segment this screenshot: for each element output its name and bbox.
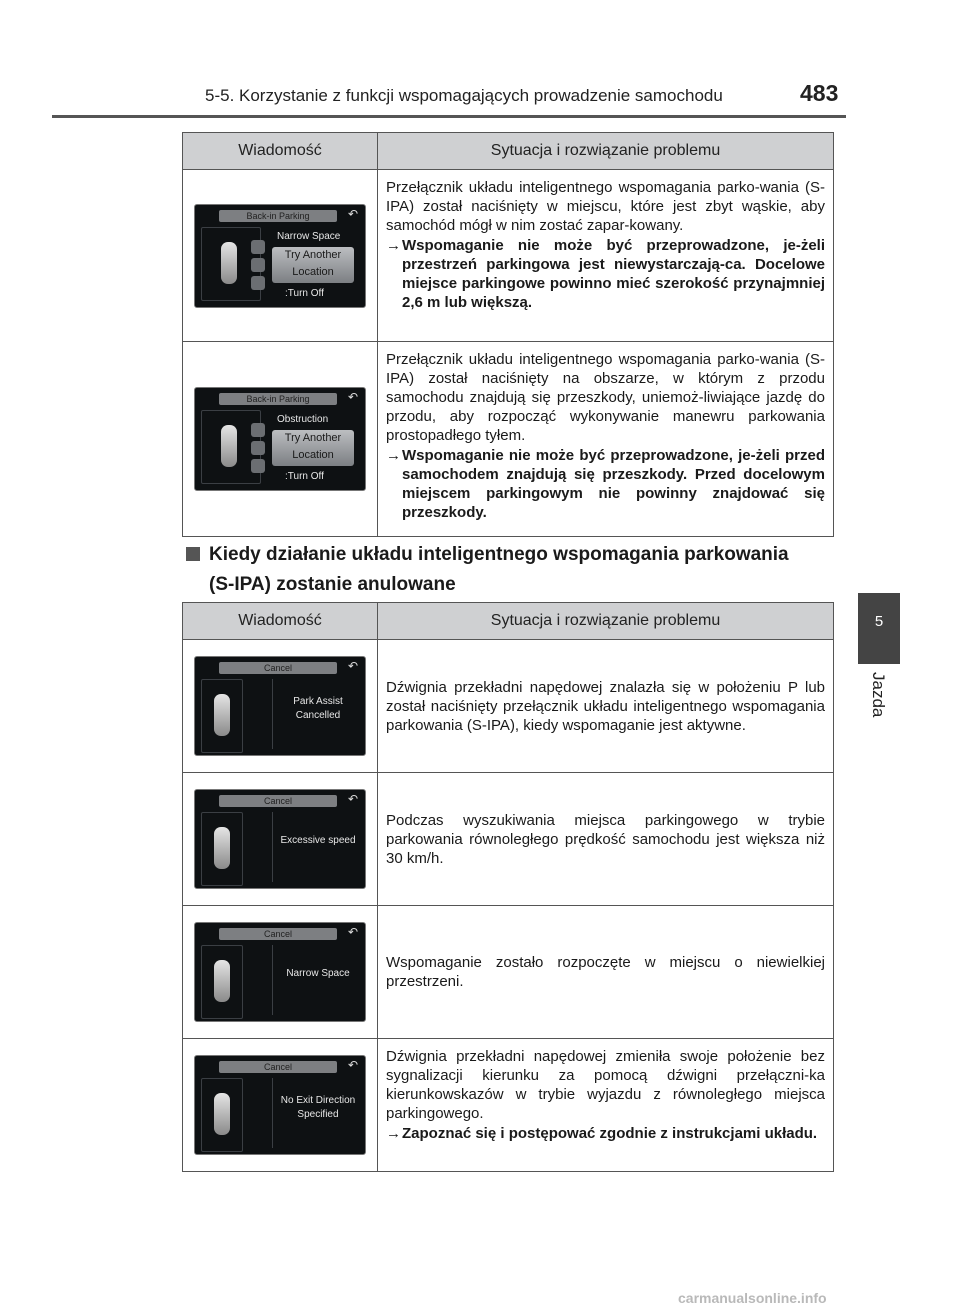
turn-off-label: :Turn Off [285,471,324,482]
display-screen [194,789,366,889]
solution-text: Dźwignia przekładni napędowej znalazła się w położeniu P lub został naciśnięty przełącznik układu inteligentnego wspomagania parkowania (S-IPA), kiedy wspomaganie jest aktywne. [386,678,825,734]
section-heading [186,540,789,600]
slot-icon [251,258,265,272]
table-row [183,342,834,537]
solution-cell [378,906,834,1039]
display-screen [194,204,366,308]
message-image-cell [183,1039,378,1172]
solution-text: Przełącznik układu inteligentnego wspomagania parko-wania (S-IPA) został naciśnięty na obszarze, w którym z przodu samochodu znajdują się przeszkody, uniemoż-liwiające jazdę do przodu, aby rozpocząć wykonywanie manewru parkowania prostopadłego tyłem. [386,351,825,444]
note-text: Wspomaganie nie może być przeprowadzone, je-żeli przestrzeń parkingowa jest niewystarczają-ca. Docelowe miejsce parkingowe powinno mieć szerokość przynajmniej 2,6 m lub większą. [402,237,825,311]
back-icon: ↶ [347,1058,358,1072]
screen-title: Cancel [219,795,337,807]
screen-divider [272,945,273,1015]
page-number: 483 [800,80,839,106]
slot-icon [251,276,265,290]
arrow-icon: → [386,447,401,464]
chapter-label-text: Jazda [869,672,888,718]
solution-note [386,446,825,522]
solution-cell [378,773,834,906]
heading-line1: Kiedy działanie układu inteligentnego wspomagania parkowania [209,544,789,565]
arrow-icon: → [386,237,401,254]
solution-text: Dźwignia przekładni napędowej zmieniła swoje położenie bez sygnalizacji kierunku za pomocą dźwigni przełączni-ka kierunkowskazów w trybie wyjazdu z równoległego miejsca parkingowego. [386,1048,825,1122]
slot-icon [251,240,265,254]
back-icon: ↶ [347,206,358,221]
back-icon: ↶ [347,792,358,806]
display-screen [194,1055,366,1155]
back-icon: ↶ [347,925,358,939]
square-bullet-icon [186,547,200,561]
car-icon [221,425,237,467]
solution-cell [378,342,834,537]
screen-message [275,834,361,848]
message-table-1 [182,132,834,537]
back-icon: ↶ [347,390,358,404]
car-diagram [201,410,261,484]
table-row [183,640,834,773]
screen-title: Back-in Parking [219,210,337,222]
display-screen [194,656,366,756]
back-icon: ↶ [347,659,358,673]
display-screen [194,922,366,1022]
header-rule [52,115,846,118]
car-icon [214,827,230,869]
car-diagram [201,812,243,886]
slot-icon [251,423,265,437]
car-diagram [201,227,261,301]
message-image-cell [183,342,378,537]
arrow-icon: → [386,1125,401,1142]
header-message: Wiadomość [183,603,378,640]
solution-cell [378,170,834,342]
display-screen [194,387,366,491]
heading-line2: (S-IPA) zostanie anulowane [209,574,456,595]
table-row [183,906,834,1039]
screen-msg-line2: Cancelled [295,710,341,721]
screen-title: Cancel [219,1061,337,1073]
table-row [183,1039,834,1172]
car-icon [214,960,230,1002]
solution-cell [378,640,834,773]
message-table-2 [182,602,834,1172]
note-text: Wspomaganie nie może być przeprowadzone, je-żeli przed samochodem znajdują się przeszkody. Przed docelowym miejscem parkingowym nie powinny znajdować się przeszkody. [402,447,825,521]
car-diagram [201,679,243,753]
chapter-tab [858,593,900,664]
solution-text: Przełącznik układu inteligentnego wspomagania parko-wania (S-IPA) został naciśnięty w miejscu, które jest zbyt wąskie, aby samochód mógł w nim zostać zapar-kowany. [386,179,825,234]
slot-icon [251,459,265,473]
header-solution: Sytuacja i rozwiązanie problemu [378,133,834,170]
solution-note [386,236,825,312]
button-line1: Try Another [284,248,342,261]
solution-text: Podczas wyszukiwania miejsca parkingowego w trybie parkowania równoległego prędkość samochodu jest większa niż 30 km/h. [386,811,825,867]
screen-title: Cancel [219,662,337,674]
screen-msg-line1: Park Assist [293,696,343,707]
car-diagram [201,1078,243,1152]
chapter-label [858,672,900,732]
car-icon [214,694,230,736]
slot-icon [251,441,265,455]
watermark: carmanualsonline.info [678,1290,827,1306]
screen-msg-line1: No Exit Direction [280,1095,356,1106]
screen-msg-line1: Narrow Space [286,968,350,979]
screen-divider [272,1078,273,1148]
try-another-button [272,247,354,283]
car-icon [221,242,237,284]
screen-message [275,695,361,723]
section-header: 5-5. Korzystanie z funkcji wspomagających prowadzenie samochodu [205,86,723,105]
button-line2: Location [292,449,334,461]
screen-divider [272,812,273,882]
button-line1: Try Another [284,432,342,444]
screen-label: Obstruction [277,414,329,425]
screen-message [275,1094,361,1122]
button-line2: Location [292,265,334,278]
note-text: Zapoznać się i postępować zgodnie z instrukcjami układu. [402,1125,818,1142]
solution-cell [378,1039,834,1172]
header-solution: Sytuacja i rozwiązanie problemu [378,603,834,640]
car-icon [214,1093,230,1135]
screen-message [275,967,361,981]
solution-text: Wspomaganie zostało rozpoczęte w miejscu o niewielkiej przestrzeni. [386,954,825,990]
car-diagram [201,945,243,1019]
header-message: Wiadomość [183,133,378,170]
message-image-cell [183,773,378,906]
try-another-button [272,430,354,466]
chapter-number: 5 [874,613,884,630]
table-row [183,773,834,906]
screen-title: Back-in Parking [219,393,337,405]
message-image-cell [183,170,378,342]
screen-msg-line2: Specified [297,1109,339,1120]
message-image-cell [183,906,378,1039]
message-image-cell [183,640,378,773]
table-row [183,170,834,342]
solution-note [386,1124,825,1143]
screen-label: Narrow Space [277,230,341,242]
turn-off-label: :Turn Off [285,287,324,299]
screen-msg-line1: Excessive speed [280,835,356,846]
screen-divider [272,679,273,749]
screen-title: Cancel [219,928,337,940]
